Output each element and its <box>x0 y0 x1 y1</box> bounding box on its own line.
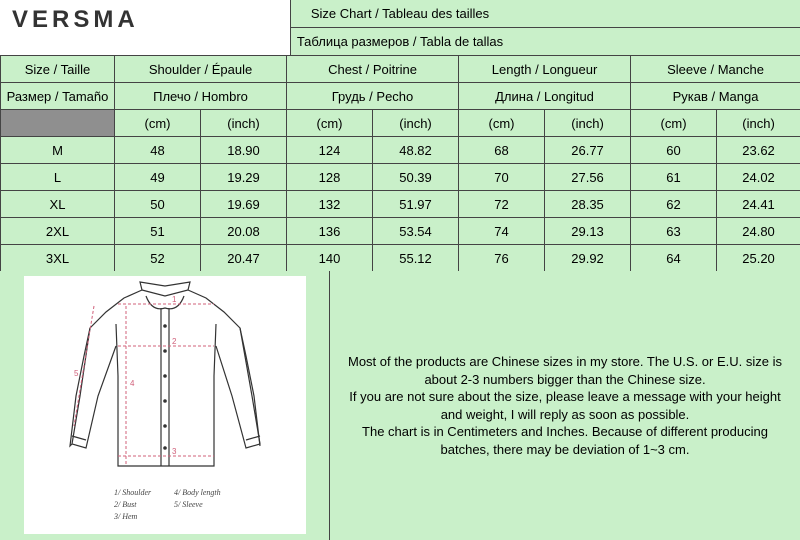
size-value: 64 <box>631 245 717 272</box>
size-value: 136 <box>287 218 373 245</box>
unit-cm: (cm) <box>115 110 201 137</box>
unit-inch: (inch) <box>717 110 800 137</box>
size-label: M <box>1 137 115 164</box>
legend-bust: 2/ Bust <box>114 500 137 509</box>
units-row <box>1 110 800 137</box>
unit-cm: (cm) <box>459 110 545 137</box>
legend-shoulder: 1/ Shoulder <box>114 488 152 497</box>
size-value: 20.08 <box>201 218 287 245</box>
brand-logo <box>0 0 291 55</box>
note-line: The chart is in Centimeters and Inches. Because of different producing <box>362 424 768 439</box>
size-value: 29.13 <box>545 218 631 245</box>
size-value: 49 <box>115 164 201 191</box>
size-value: 19.69 <box>201 191 287 218</box>
size-value: 25.20 <box>717 245 800 272</box>
size-value: 24.41 <box>717 191 800 218</box>
header-row-2 <box>1 83 800 110</box>
size-value: 51.97 <box>373 191 459 218</box>
unit-inch: (inch) <box>545 110 631 137</box>
note-line: about 2-3 numbers bigger than the Chinese size. <box>424 371 706 387</box>
marker-4: 4 <box>130 379 135 388</box>
size-row <box>1 164 800 191</box>
marker-3: 3 <box>172 447 177 456</box>
chest-header-alt: Грудь / Pecho <box>287 83 459 110</box>
note-line: If you are not sure about the size, please leave a message with your height <box>349 389 781 404</box>
length-header-alt: Длина / Longitud <box>459 83 631 110</box>
size-value: 70 <box>459 164 545 191</box>
header-row-1 <box>1 56 800 83</box>
size-value: 20.47 <box>201 245 287 272</box>
size-value: 24.80 <box>717 218 800 245</box>
size-row <box>1 245 800 272</box>
size-value: 52 <box>115 245 201 272</box>
size-value: 140 <box>287 245 373 272</box>
size-header-alt: Размер / Tamaño <box>1 83 115 110</box>
chest-header: Chest / Poitrine <box>287 56 459 83</box>
size-value: 23.62 <box>717 137 800 164</box>
size-value: 53.54 <box>373 218 459 245</box>
size-label: L <box>1 164 115 191</box>
size-rows <box>1 137 800 272</box>
unit-cm: (cm) <box>631 110 717 137</box>
size-notes-panel <box>330 271 800 540</box>
brand-name: VERSMA <box>12 6 139 33</box>
marker-2: 2 <box>172 337 177 346</box>
size-value: 72 <box>459 191 545 218</box>
legend-hem: 3/ Hem <box>114 512 138 521</box>
title-line-2: Таблица размеров / Tabla de tallas <box>296 34 504 49</box>
size-row <box>1 191 800 218</box>
size-notes-text <box>330 353 800 458</box>
size-table <box>0 55 800 272</box>
size-value: 132 <box>287 191 373 218</box>
size-value: 68 <box>459 137 545 164</box>
size-value: 61 <box>631 164 717 191</box>
marker-5: 5 <box>74 369 79 378</box>
size-value: 63 <box>631 218 717 245</box>
size-value: 60 <box>631 137 717 164</box>
size-value: 29.92 <box>545 245 631 272</box>
unit-cm: (cm) <box>287 110 373 137</box>
note-line: Most of the products are Chinese sizes in my store. The U.S. or E.U. size is <box>348 354 782 369</box>
size-value: 48 <box>115 137 201 164</box>
unit-inch: (inch) <box>201 110 287 137</box>
size-row <box>1 137 800 164</box>
sleeve-header: Sleeve / Manche <box>631 56 800 83</box>
size-value: 76 <box>459 245 545 272</box>
title-line-1: Size Chart / Tableau des tailles <box>310 6 490 21</box>
size-value: 124 <box>287 137 373 164</box>
shoulder-header-alt: Плечо / Hombro <box>115 83 287 110</box>
note-line: batches, there may be deviation of 1~3 cm. <box>440 441 690 457</box>
marker-1: 1 <box>172 295 177 304</box>
length-header: Length / Longueur <box>459 56 631 83</box>
units-blank-cell <box>1 110 115 137</box>
size-value: 19.29 <box>201 164 287 191</box>
diagram-panel <box>0 271 330 540</box>
legend-sleeve: 5/ Sleeve <box>174 500 203 509</box>
size-value: 51 <box>115 218 201 245</box>
shoulder-header: Shoulder / Épaule <box>115 56 287 83</box>
size-label: 2XL <box>1 218 115 245</box>
legend-body-length: 4/ Body length <box>174 488 221 497</box>
size-label: 3XL <box>1 245 115 272</box>
unit-inch: (inch) <box>373 110 459 137</box>
size-value: 28.35 <box>545 191 631 218</box>
size-value: 128 <box>287 164 373 191</box>
size-value: 24.02 <box>717 164 800 191</box>
size-value: 50 <box>115 191 201 218</box>
header <box>0 0 800 56</box>
shirt-drawing <box>24 276 306 534</box>
size-row <box>1 218 800 245</box>
size-value: 74 <box>459 218 545 245</box>
size-value: 48.82 <box>373 137 459 164</box>
note-line: and weight, I will reply as soon as possible. <box>440 406 690 422</box>
size-value: 55.12 <box>373 245 459 272</box>
size-value: 26.77 <box>545 137 631 164</box>
shirt-measurement-diagram <box>24 276 306 534</box>
sleeve-header-alt: Рукав / Manga <box>631 83 800 110</box>
header-divider <box>290 27 800 28</box>
size-value: 50.39 <box>373 164 459 191</box>
size-label: XL <box>1 191 115 218</box>
size-header: Size / Taille <box>1 56 115 83</box>
size-value: 27.56 <box>545 164 631 191</box>
size-value: 18.90 <box>201 137 287 164</box>
size-value: 62 <box>631 191 717 218</box>
